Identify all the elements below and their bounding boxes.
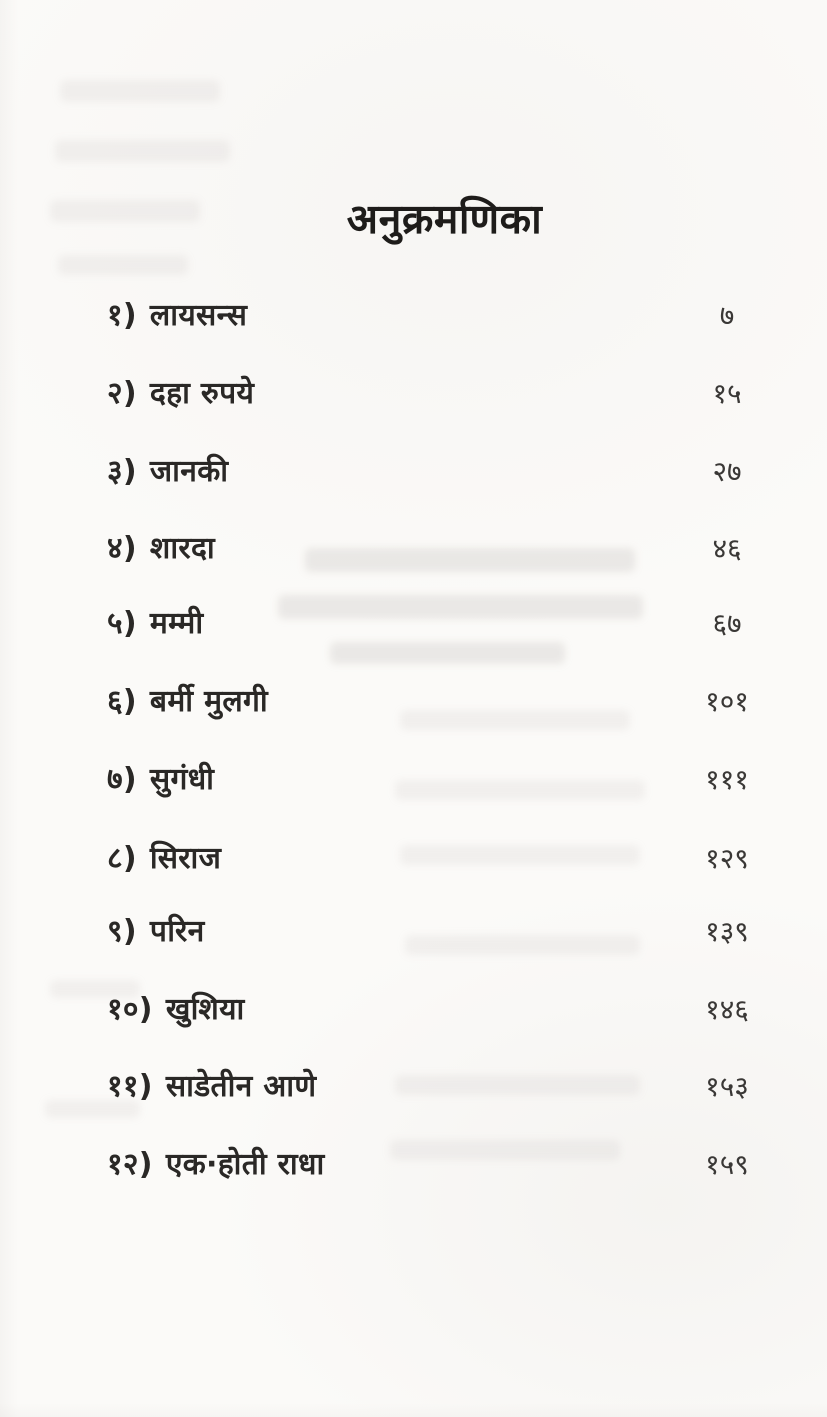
entry-page-number: २७ — [712, 455, 742, 488]
entry-number: १२) — [107, 1147, 153, 1182]
entry-title: दहा रुपये — [149, 376, 255, 411]
entry-number: ८) — [107, 841, 137, 876]
entry-page-number: १५९ — [705, 1148, 749, 1181]
entry-page-number: ७ — [719, 299, 735, 332]
entry-number: ५) — [107, 606, 137, 641]
entry-number: ३) — [107, 454, 137, 489]
toc-entry — [107, 679, 787, 720]
entry-number: ९) — [107, 914, 137, 949]
entry-title: साडेतीन आणे — [165, 1069, 317, 1104]
entry-page-number: १०१ — [705, 685, 749, 718]
toc-entry — [107, 526, 787, 567]
entry-title: सुगंधी — [149, 762, 215, 797]
entry-title: परिन — [149, 914, 205, 949]
entry-title: बर्मी मुलगी — [149, 684, 268, 719]
entry-number: २) — [107, 376, 137, 411]
entry-title: मम्मी — [149, 606, 204, 641]
entry-page-number: १२९ — [705, 842, 749, 875]
toc-entry — [107, 836, 787, 877]
toc-entry — [107, 987, 787, 1028]
entry-title: एक·होती राधा — [165, 1147, 325, 1182]
toc-entry — [107, 757, 787, 798]
entry-page-number: १३९ — [705, 915, 749, 948]
toc-entry — [107, 1142, 787, 1183]
entry-title: जानकी — [149, 454, 229, 489]
toc-entry — [107, 293, 787, 334]
entry-page-number: ६७ — [712, 607, 742, 640]
entry-page-number: १५३ — [705, 1070, 749, 1103]
entry-title: लायसन्स — [149, 298, 248, 333]
entry-number: १०) — [107, 992, 153, 1027]
entry-title: खुशिया — [165, 992, 245, 1027]
entry-page-number: १५ — [712, 377, 742, 410]
entry-number: ४) — [107, 531, 137, 566]
entry-page-number: ४६ — [712, 532, 742, 565]
entry-page-number: १४६ — [705, 993, 749, 1026]
toc-entry — [107, 909, 787, 950]
entry-number: १) — [107, 298, 137, 333]
toc-entry — [107, 449, 787, 490]
entry-title: सिराज — [149, 841, 222, 876]
entry-number: ७) — [107, 762, 137, 797]
entry-page-number: १११ — [705, 763, 749, 796]
toc-entry — [107, 1064, 787, 1105]
entry-number: ६) — [107, 684, 137, 719]
entry-number: ११) — [107, 1069, 153, 1104]
page-title: अनुक्रमणिका — [346, 195, 543, 243]
toc-entry — [107, 601, 787, 642]
toc-entry — [107, 371, 787, 412]
entry-title: शारदा — [149, 531, 215, 566]
table-of-contents — [107, 0, 787, 1417]
